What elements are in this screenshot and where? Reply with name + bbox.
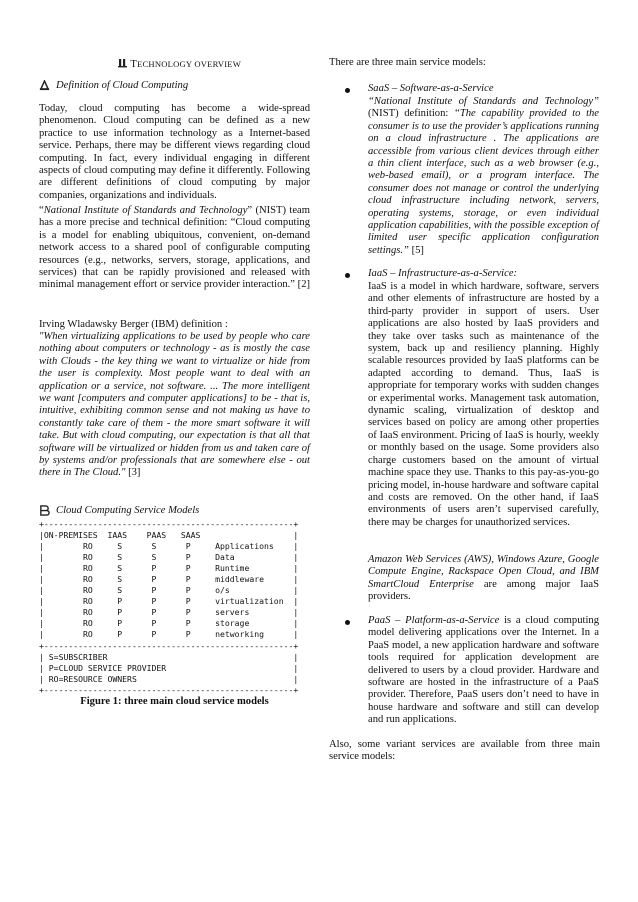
saas-title (368, 83, 599, 95)
saas-definition (368, 96, 599, 257)
subsection-b-title: Cloud Computing Service Models (56, 505, 200, 516)
saas-quote: “The capability provided to the consumer is to use the provider’s applications running on a cloud infrastructure . The applications are accessible from various client devices through either a thin client interface, such as a web browser (e.g., web-based email), or a program interface. The consumer does not manage or control the underlying cloud infrastructure including network, servers, operating systems, storage, or even individual application capabilities, with the possible exception of limited user specific application configuration settings.” (368, 108, 600, 256)
saas-title-text: SaaS – Software-as-a-Service (368, 83, 494, 94)
saas-ref: [5] (408, 244, 424, 256)
paas-text: is a cloud computing model delivering applications over the Internet. In a PaaS model, a new application hardware and software tools required for application development are delivered to users by a cloud provider. Hardware and software are hosted in the infrastructure of a PaaS provider. Therefore, PaaS users don’t need to have in house hardware and software and still can develop and run applications. (368, 615, 599, 726)
saas-bullet (345, 88, 350, 93)
section-marker-icon (118, 58, 128, 68)
iaas-providers-tail: are among major IaaS providers. (368, 578, 599, 603)
ibm-quote-paragraph (39, 331, 310, 480)
nist-definition-text: ” (NIST) team has a more precise and technical definition: “Cloud computing is a model for enabling ubiquitous, convenient, on-demand network access to a shared pool of configurable computing resources (e.g., networks, servers, storage, applications, and services) that can be rapidly provisioned and released with minimal management effort or service provider interaction.” [2] (39, 205, 311, 291)
subsection-b-marker-icon (39, 505, 50, 516)
paas-bullet (345, 620, 350, 625)
subsection-a-heading (39, 80, 188, 91)
section-title-rest: ECHNOLOGY OVERVIEW (137, 59, 242, 69)
subsection-b-heading (39, 505, 199, 516)
ibm-quote-ref: [3] (125, 467, 141, 479)
iaas-bullet (345, 273, 350, 278)
saas-nist-name: “National Institute of Standards and Technology” (368, 96, 599, 107)
nist-name: National Institute of Standards and Technology (43, 205, 248, 216)
ibm-heading: Irving Wladawsky Berger (IBM) definition : (39, 319, 228, 330)
subsection-a-marker-icon (39, 80, 50, 91)
iaas-title-text: IaaS – Infrastructure-as-a-Service: (368, 268, 518, 279)
service-models-intro: There are three main service models: (329, 57, 486, 68)
iaas-title (368, 268, 599, 280)
saas-nist-label: (NIST) definition: (368, 108, 454, 120)
iaas-providers (368, 554, 599, 604)
closing-paragraph: Also, some variant services are available from three main service models: (329, 739, 600, 763)
section-heading (118, 58, 241, 70)
iaas-description: IaaS is a model in which hardware, software, servers and other elements of infrastructure are hosted by a third-party provider in support of users. User applications are also hosted by IaaS providers and they take over tasks such as maintenance of the system, back up and resiliency planning. Highly scalable resources provided by IaaS platforms can be adapted according to demand. Thus, IaaS is appropriate for temporary works with sudden changes or experimental works. Management task automation, dynamic scaling, virtualization of desktop and services based on policy are among other properties of IaaS environment. Pricing of IaaS is hourly, weekly or monthly based on the usage. Some providers also charge customers based on the amount of virtual machine space they use. Thanks to this pay-as-you-go pricing model, in-house hardware and software capital and costs are removed. On the other hand, if IaaS environments of users aren’t supervised carefully, there may be charges for unauthorized services. (368, 281, 599, 528)
subsection-a-title: Definition of Cloud Computing (56, 80, 189, 91)
ibm-quote: "When virtualizing applications to be used by people who care nothing about computers or technology - as is mostly the case with Clouds - the key thing we want to virtualize or hide from the user is complexity. Most people want to deal with an application or a service, not software. ... The more intelligent we want [computers and computer applications] to be - that is, intuitive, exhibiting common sense and not making us have to constantly take care of them - the more smart software it will take. But with cloud computing, our expectation is that all that software will be virtualized or hidden from us and taken care of by systems and/or professionals that are somewhere else - out there in The Cloud." (39, 331, 310, 479)
iaas-providers-list: Amazon Web Services (AWS), Windows Azure, Google Compute Engine, Rackspace Open Cloud, and IBM SmartCloud Enterprise (368, 554, 599, 590)
service-models-figure: +---------------------------------------------------+ |ON-PREMISES IAAS PAAS SAAS | | RO S S P Applications | | RO S S P Data | | RO S P P Runtime | | RO S P P middleware | | RO S P P o/s | | RO P P P virtualization | | RO P P P servers | | RO P P P storage | | RO P P P networking | +---------------------------------------------------+ | S=SUBSCRIBER | | P=CLOUD SERVICE PROVIDER | | RO=RESOURCE OWNERS | +---------------------------------------------------+ (39, 519, 299, 695)
section-title-initial: T (130, 59, 138, 70)
nist-definition-paragraph (39, 205, 310, 292)
figure-caption: Figure 1: three main cloud service models (80, 696, 269, 707)
paas-description (368, 615, 599, 727)
paas-title: PaaS – Platform-as-a-Service (368, 615, 500, 626)
nist-open-quote: “ (39, 205, 44, 216)
definition-paragraph: Today, cloud computing has become a wide-spread phenomenon. Cloud computing can be defined as a new practice to use information technology as a Internet-based service. Perhaps, there may be different views regarding cloud computing. In fact, every individual engaging in different aspects of cloud computing may define it differently. Following are different definitions of cloud computing by major companies, organizations and individuals. (39, 103, 310, 201)
